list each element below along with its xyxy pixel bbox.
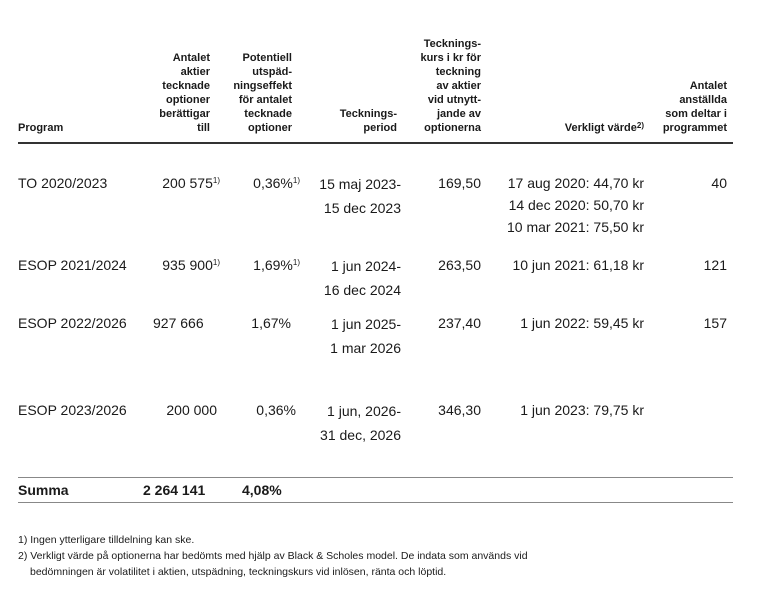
row-effekt-sup: 1) [292, 176, 300, 185]
row-antal-value: 200 000 [166, 402, 217, 418]
header-kurs-line: optionerna [424, 122, 481, 134]
row-period [300, 399, 401, 447]
header-potentiell [200, 51, 292, 135]
row-period-line: 1 mar 2026 [330, 340, 401, 356]
header-antal-line: berättigar [159, 108, 210, 120]
row-period-line: 15 maj 2023- [319, 176, 401, 192]
row-program: ESOP 2022/2026 [18, 315, 127, 331]
row-verkligt-line: 1 jun 2023: 79,75 kr [520, 402, 644, 418]
row-effekt [230, 254, 300, 276]
header-kurs-line: jande av [436, 108, 481, 120]
row-kurs: 237,40 [438, 315, 481, 331]
header-period [320, 107, 397, 135]
row-period [300, 254, 401, 302]
header-kurs-line: teckning [435, 66, 481, 78]
row-effekt-value: 0,36% [253, 175, 293, 191]
header-anstallda [650, 79, 727, 135]
row-verkligt-line: 17 aug 2020: 44,70 kr [507, 175, 644, 191]
header-verkligt-label: Verkligt värde [564, 122, 637, 134]
summa-antal: 2 264 141 [143, 482, 206, 498]
row-verkligt [480, 399, 644, 421]
row-verkligt-line: 10 mar 2021: 75,50 kr [507, 219, 644, 235]
row-program: ESOP 2023/2026 [18, 402, 127, 418]
header-anstallda-line: som deltar i [665, 108, 727, 120]
row-program: TO 2020/2023 [18, 175, 108, 191]
summa-bottom-divider [18, 502, 733, 503]
row-period-line: 1 jun 2024- [330, 258, 401, 274]
row-effekt [230, 399, 296, 421]
header-period-line: period [363, 122, 397, 134]
header-verkligt [520, 121, 644, 135]
row-antal-value: 200 575 [162, 175, 213, 191]
row-period [300, 312, 401, 360]
header-anstallda-line: Antalet [689, 80, 727, 92]
row-verkligt [480, 254, 644, 276]
row-anstallda: 157 [703, 315, 727, 331]
row-program: ESOP 2021/2024 [18, 257, 127, 273]
row-period-line: 1 jun, 2026- [327, 403, 401, 419]
row-period-line: 31 dec, 2026 [320, 427, 401, 443]
header-kurs-line: av aktier [436, 80, 481, 92]
row-antal [120, 399, 217, 421]
header-period-line: Tecknings- [339, 108, 397, 120]
header-antal-line: aktier [180, 66, 210, 78]
row-verkligt [480, 172, 644, 238]
row-effekt-value: 0,36% [256, 402, 296, 418]
header-potentiell-line: optioner [248, 122, 292, 134]
header-antal-line: Antalet [172, 52, 210, 64]
row-antal [120, 254, 220, 276]
header-kurs-line: kurs i kr för [420, 52, 481, 64]
header-antal [120, 51, 210, 135]
header-anstallda-line: anställda [679, 94, 727, 106]
header-antal-line: optioner [166, 94, 210, 106]
header-program: Program [18, 122, 64, 134]
row-effekt-sup: 1) [292, 258, 300, 267]
row-verkligt-line: 10 jun 2021: 61,18 kr [512, 257, 644, 273]
header-potentiell-line: Potentiell [242, 52, 292, 64]
row-anstallda: 121 [703, 257, 727, 273]
row-effekt-value: 1,69% [253, 257, 293, 273]
header-potentiell-line: tecknade [244, 108, 292, 120]
row-antal [153, 312, 204, 334]
footnote-2-continued: bedömningen är volatilitet i aktien, utspädning, teckningskurs vid inlösen, ränta och löptid. [30, 566, 447, 578]
row-antal-value: 927 666 [153, 315, 204, 331]
row-effekt [230, 172, 300, 194]
summa-effekt: 4,08% [242, 482, 282, 498]
header-divider [18, 142, 733, 144]
row-effekt [230, 312, 291, 334]
row-effekt-value: 1,67% [251, 315, 291, 331]
row-period-line: 15 dec 2023 [323, 200, 401, 216]
row-verkligt-line: 14 dec 2020: 50,70 kr [508, 197, 644, 213]
row-anstallda: 40 [711, 175, 727, 191]
row-antal-sup: 1) [212, 258, 220, 267]
header-kurs-line: vid utnytt- [427, 94, 481, 106]
row-verkligt [480, 312, 644, 334]
row-period [300, 172, 401, 220]
row-kurs: 169,50 [438, 175, 481, 191]
header-verkligt-sup: 2) [636, 121, 644, 130]
row-verkligt-line: 1 jun 2022: 59,45 kr [520, 315, 644, 331]
header-potentiell-line: för antalet [238, 94, 292, 106]
footnote-1: 1) Ingen ytterligare tilldelning kan ske. [18, 534, 195, 546]
row-kurs: 346,30 [438, 402, 481, 418]
header-antal-line: till [197, 122, 210, 134]
footnote-2: 2) Verkligt värde på optionerna har bedömts med hjälp av Black & Scholes model. De indata som används vid [18, 550, 528, 562]
header-kurs-line: Tecknings- [423, 38, 481, 50]
header-anstallda-line: programmet [662, 122, 727, 134]
header-potentiell-line: utspäd- [252, 66, 292, 78]
summa-label: Summa [18, 482, 69, 498]
row-antal [120, 172, 220, 194]
header-antal-line: tecknade [162, 80, 210, 92]
row-antal-value: 935 900 [162, 257, 213, 273]
row-kurs: 263,50 [438, 257, 481, 273]
summa-top-divider [18, 477, 733, 478]
header-potentiell-line: ningseffekt [233, 80, 292, 92]
header-kurs [400, 37, 481, 135]
row-antal-sup: 1) [212, 176, 220, 185]
row-period-line: 1 jun 2025- [330, 316, 401, 332]
row-period-line: 16 dec 2024 [323, 282, 401, 298]
